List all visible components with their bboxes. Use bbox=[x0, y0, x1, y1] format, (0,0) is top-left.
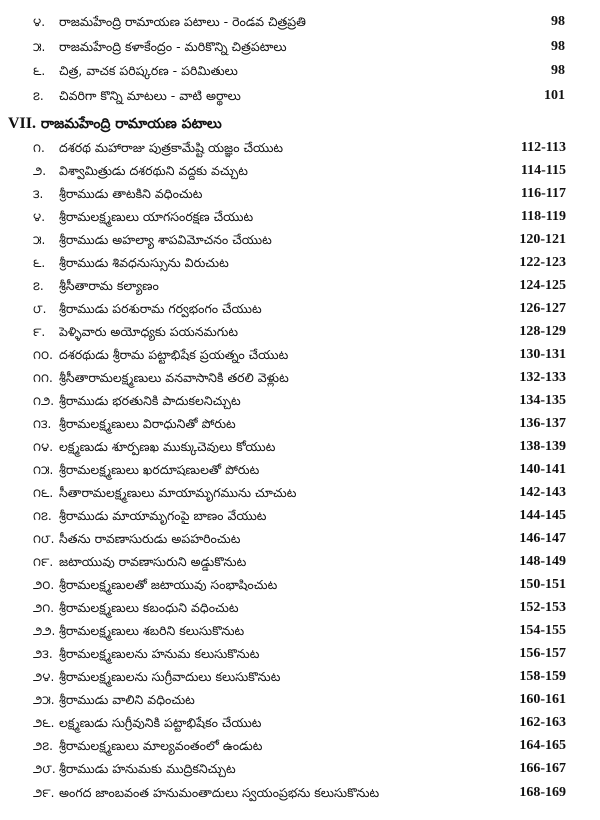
toc-entry bbox=[0, 11, 600, 33]
entry-pages: 168-169 bbox=[519, 785, 566, 800]
toc-entry bbox=[0, 252, 600, 274]
entry-number: ౧౬. bbox=[33, 486, 54, 500]
entry-title: శ్రీరామలక్ష్మణులు కబంధుని వధించుట bbox=[59, 600, 239, 615]
entry-title: చివరిగా కొన్ని మాటలు - వాటి అర్థాలు bbox=[59, 88, 241, 103]
section-number: VII. bbox=[8, 115, 37, 132]
entry-pages: 98 bbox=[551, 14, 565, 29]
toc-entry bbox=[0, 436, 600, 458]
entry-title: రాజమహేంద్రి రామాయణ పటాలు - రెండవ చిత్రప్రతి bbox=[59, 14, 306, 29]
entry-title: శ్రీరాముడు భరతునికి పాదుకలనిచ్చుట bbox=[59, 393, 241, 408]
entry-pages: 134-135 bbox=[519, 393, 566, 408]
entry-pages: 112-113 bbox=[520, 140, 566, 155]
toc-entry bbox=[0, 206, 600, 228]
entry-title: అంగద జాంబవంత హనుమంతాదులు స్వయంప్రభను కలుసుకొనుట bbox=[59, 785, 380, 800]
toc-entry bbox=[0, 275, 600, 297]
entry-title: శ్రీరామలక్ష్మణులు మాల్యవంతంలో ఉండుట bbox=[59, 738, 263, 753]
entry-number: ౭. bbox=[33, 279, 44, 293]
toc-entry bbox=[0, 782, 600, 804]
toc-entry bbox=[0, 390, 600, 412]
entry-pages: 132-133 bbox=[519, 370, 566, 385]
entry-number: ౬. bbox=[33, 64, 46, 78]
entry-title: రాజమహేంద్రి కళాకేంద్రం - మరికొన్ని చిత్రపటాలు bbox=[59, 39, 287, 54]
entry-number: ౯. bbox=[33, 325, 46, 339]
toc-entry bbox=[0, 689, 600, 711]
entry-number: ౩. bbox=[33, 187, 44, 201]
entry-pages: 120-121 bbox=[519, 232, 566, 247]
entry-pages: 166-167 bbox=[519, 761, 566, 776]
toc-entry bbox=[0, 459, 600, 481]
entry-pages: 148-149 bbox=[519, 554, 566, 569]
entry-number: ౧౦. bbox=[33, 348, 53, 362]
toc-entry bbox=[0, 183, 600, 205]
entry-title: శ్రీరాముడు పరశురామ గర్వభంగం చేయుట bbox=[59, 301, 262, 316]
entry-number: ౨౦. bbox=[33, 578, 55, 592]
entry-title: పెళ్ళివారు అయోధ్యకు పయనమగుట bbox=[59, 324, 238, 339]
toc-entry bbox=[0, 666, 600, 688]
entry-title: శ్రీసీతారామ కల్యాణం bbox=[59, 278, 159, 293]
entry-pages: 101 bbox=[544, 88, 565, 103]
toc-entry bbox=[0, 505, 600, 527]
entry-pages: 114-115 bbox=[520, 163, 566, 178]
entry-number: ౫. bbox=[33, 40, 46, 54]
entry-pages: 156-157 bbox=[519, 646, 566, 661]
entry-number: ౧౨. bbox=[33, 394, 55, 408]
entry-number: ౧౭. bbox=[33, 509, 52, 523]
entry-title: దశరథ మహారాజు పుత్రకామేష్టి యజ్ఞం చేయుట bbox=[59, 140, 284, 155]
entry-pages: 116-117 bbox=[520, 186, 566, 201]
entry-pages: 146-147 bbox=[519, 531, 566, 546]
toc-entry bbox=[0, 758, 600, 780]
entry-title: శ్రీసీతారామలక్ష్మణులు వనవాసానికి తరలి వెళ్లుట bbox=[59, 370, 289, 385]
entry-pages: 140-141 bbox=[519, 462, 566, 477]
toc-entry bbox=[0, 321, 600, 343]
entry-number: ౨౮. bbox=[33, 762, 56, 776]
entry-pages: 98 bbox=[551, 39, 565, 54]
toc-entry bbox=[0, 36, 600, 58]
entry-number: ౬. bbox=[33, 256, 46, 270]
entry-number: ౫. bbox=[33, 233, 46, 247]
entry-number: ౨౬. bbox=[33, 716, 55, 730]
entry-pages: 150-151 bbox=[519, 577, 566, 592]
entry-title: శ్రీరాముడు మాయామృగంపై బాణం వేయుట bbox=[59, 508, 267, 523]
entry-number: ౧౯. bbox=[33, 555, 54, 569]
toc-entry bbox=[0, 712, 600, 734]
entry-pages: 162-163 bbox=[519, 715, 566, 730]
entry-number: ౨౪. bbox=[33, 670, 55, 684]
entry-title: శ్రీరామలక్ష్మణులు విరాధునితో పోరుట bbox=[59, 416, 236, 431]
entry-title: జటాయువు రావణాసురుని అడ్డుకొనుట bbox=[59, 554, 247, 569]
entry-number: ౧౧. bbox=[33, 371, 53, 385]
toc-entry bbox=[0, 735, 600, 757]
toc-entry bbox=[0, 229, 600, 251]
entry-title: దశరథుడు శ్రీరామ పట్టాభిషేక ప్రయత్నం చేయుట bbox=[59, 347, 289, 362]
toc-entry bbox=[0, 85, 600, 107]
entry-number: ౭. bbox=[33, 89, 44, 103]
entry-pages: 160-161 bbox=[519, 692, 566, 707]
entry-number: ౨౭. bbox=[33, 739, 53, 753]
entry-title: శ్రీరాముడు తాటకిని వధించుట bbox=[59, 186, 203, 201]
entry-number: ౧౫. bbox=[33, 463, 54, 477]
entry-title: లక్ష్మణుడు సుగ్రీవునికి పట్టాభిషేకం చేయుట bbox=[59, 715, 262, 730]
entry-title: శ్రీరామలక్ష్మణులు ఖరదూషణులతో పోరుట bbox=[59, 462, 260, 477]
section-heading bbox=[8, 112, 568, 136]
toc-entry bbox=[0, 528, 600, 550]
entry-pages: 164-165 bbox=[519, 738, 566, 753]
entry-number: ౨౫. bbox=[33, 693, 55, 707]
entry-pages: 136-137 bbox=[519, 416, 566, 431]
entry-title: శ్రీరామలక్ష్మణులను సుగ్రీవాదులు కలుసుకొనుట bbox=[59, 669, 281, 684]
entry-title: సీతను రావణాసురుడు అపహరించుట bbox=[59, 531, 241, 546]
entry-pages: 122-123 bbox=[519, 255, 566, 270]
entry-number: ౪. bbox=[33, 210, 46, 224]
entry-pages: 130-131 bbox=[519, 347, 566, 362]
entry-number: ౨౯. bbox=[33, 786, 55, 800]
toc-entry bbox=[0, 620, 600, 642]
entry-pages: 98 bbox=[551, 63, 565, 78]
toc-entry bbox=[0, 344, 600, 366]
entry-pages: 152-153 bbox=[519, 600, 566, 615]
toc-entry bbox=[0, 597, 600, 619]
toc-entry bbox=[0, 60, 600, 82]
toc-entry bbox=[0, 482, 600, 504]
toc-entry bbox=[0, 413, 600, 435]
section-title: రాజమహేంద్రి రామాయణ పటాలు bbox=[40, 116, 222, 132]
entry-title: సీతారామలక్ష్మణులు మాయామృగమును చూచుట bbox=[59, 485, 297, 500]
toc-entry bbox=[0, 137, 600, 159]
entry-title: శ్రీరాముడు హనుమకు ముద్రికనిచ్చుట bbox=[59, 761, 236, 776]
toc-entry bbox=[0, 367, 600, 389]
entry-pages: 118-119 bbox=[520, 209, 566, 224]
entry-number: ౧౮. bbox=[33, 532, 55, 546]
entry-pages: 124-125 bbox=[519, 278, 566, 293]
entry-number: ౪. bbox=[33, 15, 46, 29]
entry-number: ౨౧. bbox=[33, 601, 55, 615]
entry-number: ౮. bbox=[33, 302, 47, 316]
toc-entry bbox=[0, 298, 600, 320]
entry-number: ౧౩. bbox=[33, 417, 52, 431]
entry-title: శ్రీరాముడు వాలిని వధించుట bbox=[59, 692, 195, 707]
entry-title: శ్రీరామలక్ష్మణులు యాగసంరక్షణ చేయుట bbox=[59, 209, 254, 224]
entry-pages: 144-145 bbox=[519, 508, 566, 523]
entry-number: ౨. bbox=[33, 164, 47, 178]
entry-pages: 128-129 bbox=[519, 324, 566, 339]
entry-number: ౧. bbox=[33, 141, 45, 155]
entry-pages: 138-139 bbox=[519, 439, 566, 454]
entry-title: శ్రీరాముడు శివధనుస్సును విరుచుట bbox=[59, 255, 229, 270]
toc-entry bbox=[0, 574, 600, 596]
entry-pages: 142-143 bbox=[519, 485, 566, 500]
toc-entry bbox=[0, 160, 600, 182]
entry-pages: 126-127 bbox=[519, 301, 566, 316]
entry-pages: 158-159 bbox=[519, 669, 566, 684]
entry-title: శ్రీరాముడు అహల్యా శాపవిమోచనం చేయుట bbox=[59, 232, 272, 247]
entry-number: ౧౪. bbox=[33, 440, 54, 454]
entry-title: చిత్ర, వాచక పరిష్కరణ - పరిమితులు bbox=[59, 63, 238, 78]
entry-title: శ్రీరామలక్ష్మణులు శబరిని కలుసుకొనుట bbox=[59, 623, 245, 638]
entry-title: విశ్వామిత్రుడు దశరథుని వద్దకు వచ్చుట bbox=[59, 163, 248, 178]
toc-entry bbox=[0, 643, 600, 665]
entry-number: ౨౩. bbox=[33, 647, 53, 661]
entry-title: శ్రీరామలక్ష్మణులతో జటాయువు సంభాషించుట bbox=[59, 577, 278, 592]
toc-entry bbox=[0, 551, 600, 573]
entry-title: లక్ష్మణుడు శూర్పణఖ ముక్కుచెవులు కోయుట bbox=[59, 439, 276, 454]
entry-title: శ్రీరామలక్ష్మణులను హనుమ కలుసుకొనుట bbox=[59, 646, 260, 661]
entry-pages: 154-155 bbox=[519, 623, 566, 638]
entry-number: ౨౨. bbox=[33, 624, 56, 638]
